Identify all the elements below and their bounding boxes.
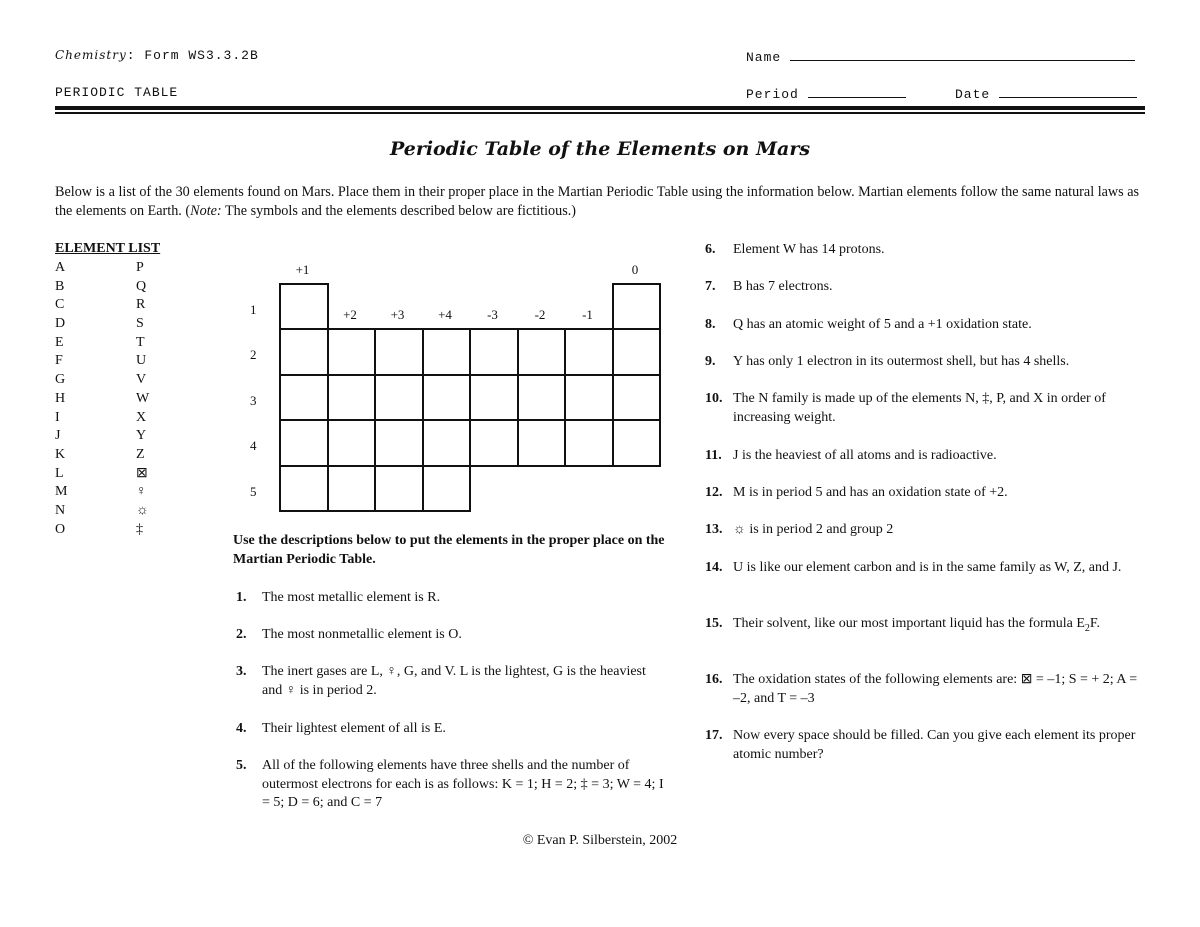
clue-item (705, 390, 1145, 427)
element-symbol: ♀ (136, 484, 147, 500)
clue-text: Q has an atomic weight of 5 and a +1 oxidation state. (733, 317, 1032, 332)
element-symbol: ☼ (136, 502, 149, 518)
clue-text: M is in period 5 and has an oxidation state of +2. (733, 485, 1008, 500)
name-blank[interactable] (790, 48, 1135, 61)
element-symbol: O (55, 521, 66, 537)
element-symbol: L (55, 465, 64, 481)
table-cell[interactable] (612, 328, 662, 376)
clue-text: All of the following elements have three shells and the number of outermost electrons for each is as follows: K = 1; H = 2; ‡ = 3; W = 4; I = 5; D = 6; and C = 7 (262, 758, 664, 810)
element-list-heading: ELEMENT LIST (55, 241, 161, 256)
clue-number: 8. (705, 317, 716, 332)
clue-text: U is like our element carbon and is in the same family as W, Z, and J. (733, 560, 1122, 575)
clue-text: Now every space should be filled. Can you give each element its proper atomic number? (733, 728, 1136, 762)
table-cell[interactable] (279, 419, 329, 467)
element-symbol: H (55, 390, 66, 406)
period-field[interactable]: Period (746, 85, 906, 102)
clue-number: 14. (705, 560, 723, 575)
page-title: Periodic Table of the Elements on Mars (389, 138, 811, 160)
period-label: 4 (250, 438, 257, 453)
clue-number: 2. (236, 627, 247, 642)
element-symbol: ‡ (136, 521, 143, 537)
clue-number: 3. (236, 664, 247, 679)
copyright: © Evan P. Silberstein, 2002 (522, 833, 678, 848)
clue-number: 13. (705, 522, 723, 537)
element-symbol: M (55, 484, 68, 500)
clue-item (236, 757, 668, 813)
date-blank[interactable] (999, 85, 1137, 98)
element-symbol: Y (136, 428, 147, 444)
element-symbol: X (136, 409, 147, 425)
table-cell[interactable] (279, 465, 329, 513)
name-field[interactable]: Name (746, 48, 1135, 65)
period-label: 3 (250, 393, 257, 408)
clue-text: The oxidation states of the following elements are: ⊠ = –1; S = + 2; A = –2, and T = –3 (733, 672, 1138, 706)
clue-number: 7. (705, 279, 716, 294)
clue-text: Their lightest element of all is E. (262, 721, 446, 736)
clue-number: 15. (705, 616, 723, 631)
element-symbol: K (55, 446, 66, 462)
form-id: Chemistry: Form WS3.3.2B (55, 48, 259, 63)
clue-text: ☼ is in period 2 and group 2 (733, 522, 894, 537)
group-label: +4 (438, 307, 452, 322)
table-cell[interactable] (374, 328, 424, 376)
clue-item (705, 316, 1145, 335)
clue-text: J is the heaviest of all atoms and is radioactive. (733, 448, 997, 463)
group-label: -3 (487, 307, 498, 322)
element-symbol: Z (136, 446, 145, 462)
table-cell[interactable] (422, 328, 472, 376)
clue-text: Their solvent, like our most important liquid has the formula $E_2F$. (733, 616, 1101, 634)
element-symbol: V (136, 372, 147, 388)
element-symbol: ⊠ (136, 465, 148, 481)
header-rule-thin (55, 112, 1145, 114)
clue-text: The inert gases are L, ♀, G, and V. L is the lightest, G is the heaviest and ♀ is in period 2. (262, 664, 646, 698)
clue-item (705, 521, 1145, 540)
table-cell[interactable] (422, 465, 472, 513)
element-symbol: P (136, 260, 144, 275)
table-cell[interactable] (374, 374, 424, 422)
table-cell[interactable] (469, 419, 519, 467)
element-symbol: S (136, 316, 144, 332)
table-cell[interactable] (469, 374, 519, 422)
clue-number: 4. (236, 721, 247, 736)
table-cell[interactable] (327, 374, 377, 422)
element-symbol: C (55, 297, 65, 313)
intro-paragraph: Below is a list of the 30 elements found on Mars. Place them in their proper place in the Martian Periodic Table using the information below. Martian elements follow the same natural laws as the elements on Earth. (Note: The symbols and the elements described below are fictitious.) (55, 184, 1140, 219)
group-label: +2 (343, 307, 357, 322)
table-cell[interactable] (564, 419, 614, 467)
group-label: -2 (534, 307, 546, 322)
element-symbol: Q (136, 278, 147, 294)
element-symbol: N (55, 502, 66, 518)
period-label: 1 (250, 302, 257, 317)
table-cell[interactable] (327, 328, 377, 376)
instruction-text: Use the descriptions below to put the elements in the proper place on the Martian Periodic Table. (233, 533, 665, 567)
element-symbol: B (55, 278, 65, 294)
clue-number: 16. (705, 672, 723, 687)
group-label: +3 (390, 307, 405, 322)
table-cell[interactable] (422, 419, 472, 467)
element-symbol: A (55, 260, 66, 275)
clue-text: Element W has 14 protons. (733, 242, 885, 257)
clue-number: 9. (705, 354, 716, 369)
clue-item (705, 353, 1145, 372)
topic-label: PERIODIC TABLE (55, 85, 179, 100)
element-symbol: J (55, 428, 61, 444)
clue-number: 6. (705, 242, 716, 257)
date-field[interactable]: Date (955, 85, 1137, 102)
clue-item (705, 447, 1145, 466)
header-rule-thick (55, 106, 1145, 110)
clue-text: The N family is made up of the elements N, ‡, P, and X in order of increasing weight. (733, 391, 1106, 425)
clue-number: 10. (705, 391, 723, 406)
group-label: -1 (582, 307, 593, 322)
table-cell[interactable] (564, 328, 614, 376)
table-cell[interactable] (374, 419, 424, 467)
clue-item (705, 559, 1145, 578)
clue-item (236, 720, 668, 739)
element-list-col2 (136, 259, 149, 539)
table-cell[interactable] (469, 328, 519, 376)
element-symbol: W (136, 390, 150, 406)
clue-text: B has 7 electrons. (733, 279, 833, 294)
element-symbol: E (55, 334, 64, 350)
group-label: +1 (295, 262, 310, 277)
clue-item (705, 615, 1145, 638)
course-name: Chemistry (55, 48, 127, 62)
period-blank[interactable] (808, 85, 906, 98)
element-symbol: I (55, 409, 60, 425)
table-cell[interactable] (327, 419, 377, 467)
table-cell[interactable] (517, 328, 567, 376)
period-label: 2 (250, 347, 257, 362)
table-cell[interactable] (327, 465, 377, 513)
table-cell[interactable] (517, 374, 567, 422)
clue-item (705, 671, 1145, 708)
clue-number: 5. (236, 758, 247, 773)
clue-number: 17. (705, 728, 723, 743)
clue-item (705, 484, 1145, 503)
element-symbol: F (55, 353, 63, 369)
clue-text: Y has only 1 electron in its outermost shell, but has 4 shells. (733, 354, 1070, 369)
table-cell[interactable] (422, 374, 472, 422)
clue-item (236, 626, 668, 645)
clue-text: The most nonmetallic element is O. (262, 627, 462, 642)
element-list-col1 (55, 259, 67, 539)
table-cell[interactable] (612, 419, 662, 467)
period-label: 5 (250, 484, 257, 499)
element-symbol: D (55, 316, 66, 332)
clue-item (236, 589, 668, 608)
table-cell[interactable] (517, 419, 567, 467)
table-cell[interactable] (612, 283, 662, 330)
clue-item (236, 663, 668, 700)
table-cell[interactable] (279, 283, 329, 330)
table-cell[interactable] (374, 465, 424, 513)
clue-number: 1. (236, 590, 247, 605)
table-cell[interactable] (279, 374, 329, 422)
clue-item (705, 278, 1145, 297)
table-cell[interactable] (564, 374, 614, 422)
element-symbol: T (136, 334, 145, 350)
clue-item (705, 727, 1145, 764)
table-cell[interactable] (612, 374, 662, 422)
clue-number: 12. (705, 485, 723, 500)
element-symbol: U (136, 353, 147, 369)
clue-text: The most metallic element is R. (262, 590, 441, 605)
clue-number: 11. (705, 448, 722, 463)
group-label: 0 (631, 262, 639, 277)
element-symbol: G (55, 372, 66, 388)
table-cell[interactable] (279, 328, 329, 376)
element-symbol: R (136, 297, 146, 313)
clue-item (705, 241, 1145, 260)
